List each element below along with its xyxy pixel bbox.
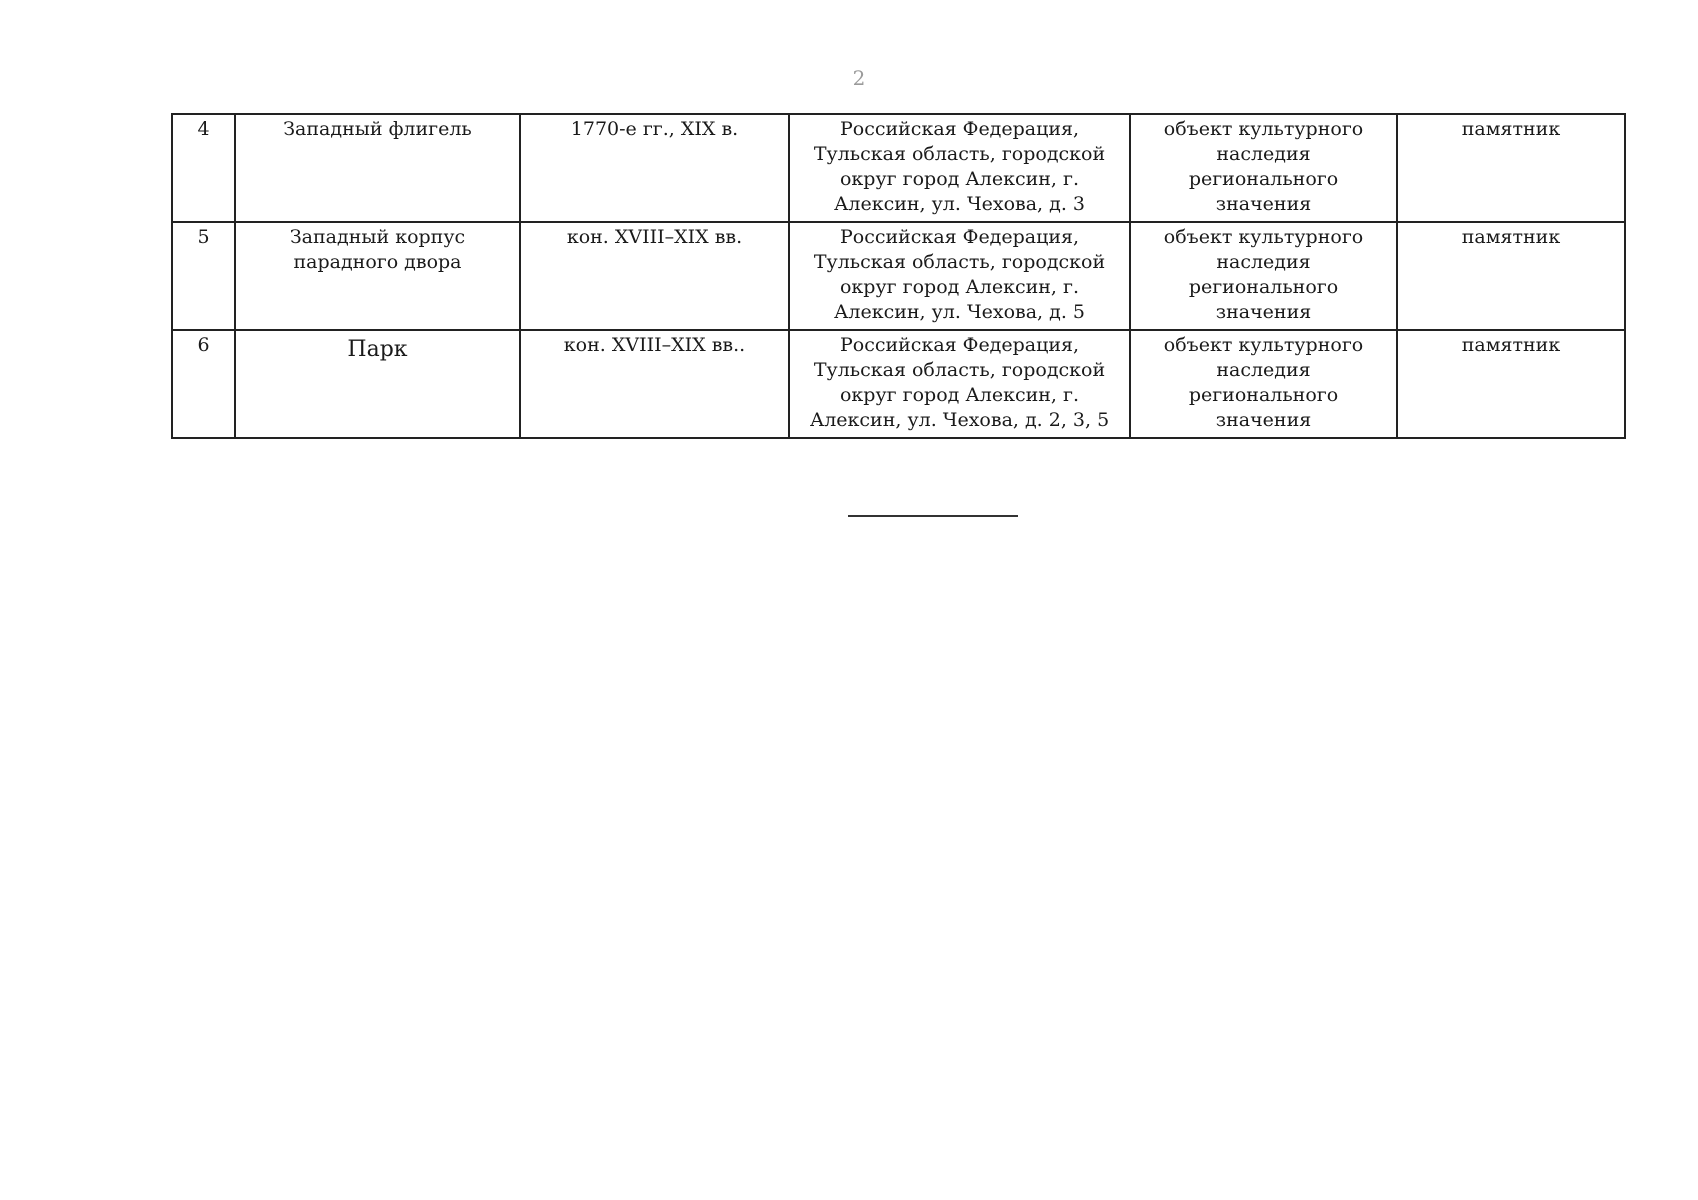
row-number-cell: 5 [172, 222, 235, 330]
address-cell: Российская Федерация, Тульская область, городской округ город Алексин, г. Алексин, ул. Чехова, д. 2, 3, 5 [789, 330, 1130, 438]
object-name-cell: Парк [235, 330, 520, 438]
category-cell: объект культурного наследия регионального значения [1130, 330, 1397, 438]
dating-cell: кон. XVIII–XIX вв. [520, 222, 789, 330]
end-of-document-rule [848, 515, 1018, 517]
address-cell: Российская Федерация, Тульская область, городской округ город Алексин, г. Алексин, ул. Чехова, д. 3 [789, 114, 1130, 222]
table-row [172, 330, 1625, 438]
object-type-cell: памятник [1397, 330, 1625, 438]
object-name-cell: Западный флигель [235, 114, 520, 222]
object-name-cell: Западный корпус парадного двора [235, 222, 520, 330]
heritage-objects-table [171, 113, 1626, 439]
object-type-cell: памятник [1397, 222, 1625, 330]
address-cell: Российская Федерация, Тульская область, городской округ город Алексин, г. Алексин, ул. Чехова, д. 5 [789, 222, 1130, 330]
row-number-cell: 4 [172, 114, 235, 222]
page-number: 2 [852, 66, 866, 90]
dating-cell: кон. XVIII–XIX вв.. [520, 330, 789, 438]
category-cell: объект культурного наследия регионального значения [1130, 222, 1397, 330]
dating-cell: 1770-е гг., XIX в. [520, 114, 789, 222]
table-row [172, 114, 1625, 222]
object-type-cell: памятник [1397, 114, 1625, 222]
row-number-cell: 6 [172, 330, 235, 438]
table-row [172, 222, 1625, 330]
category-cell: объект культурного наследия регионального значения [1130, 114, 1397, 222]
